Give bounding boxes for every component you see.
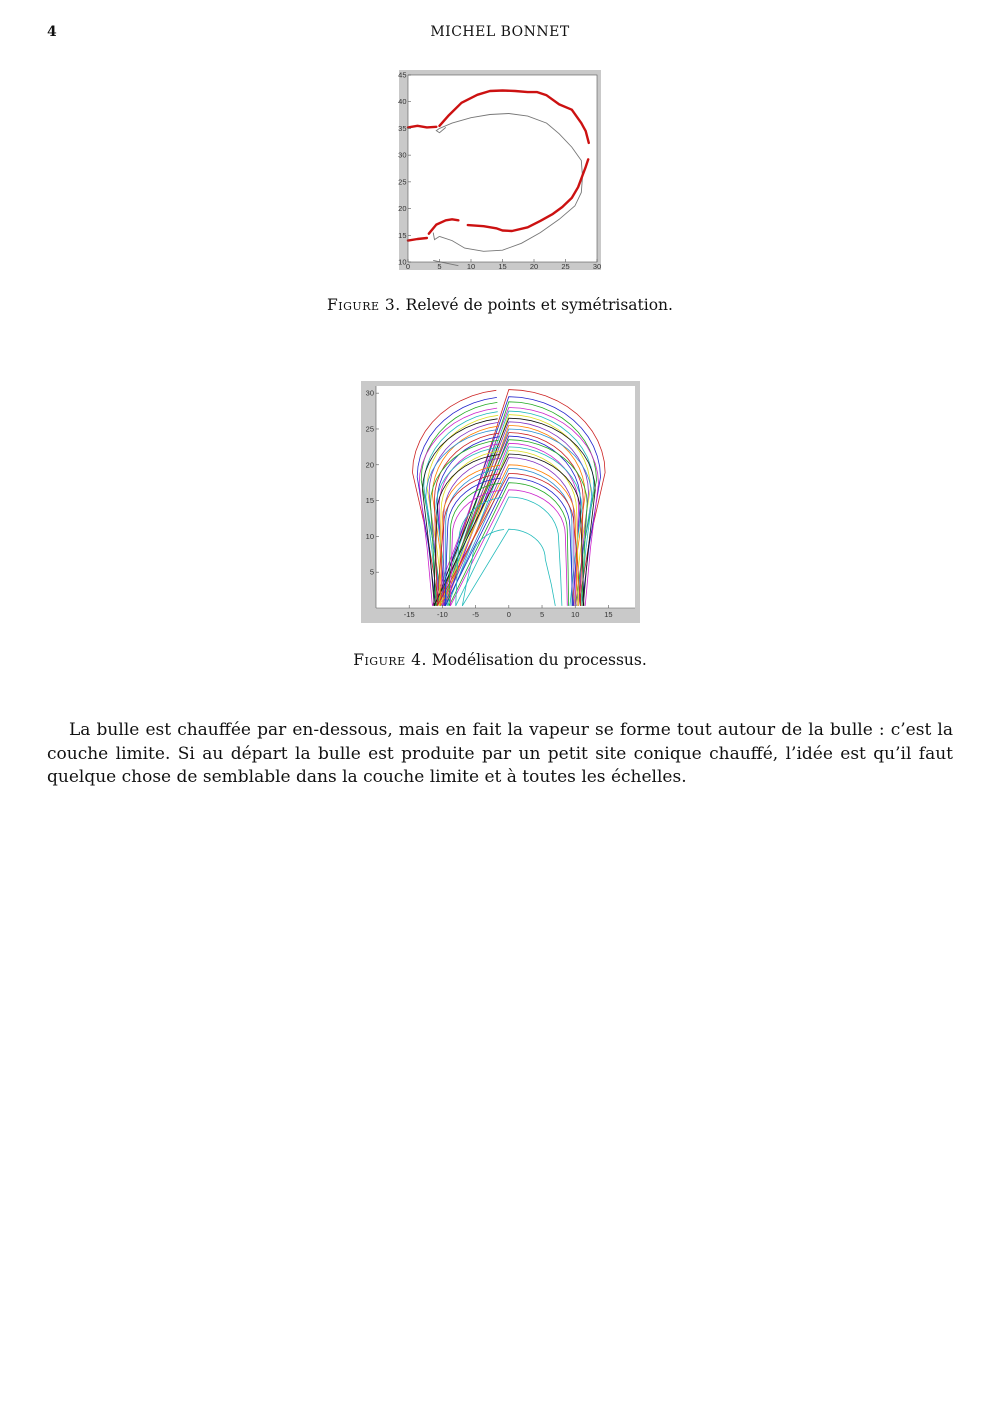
figure-4-y-tick-label: 25: [365, 424, 374, 434]
figure-3-y-tick-label: 45: [398, 70, 407, 80]
figure-3-plot-area: [408, 75, 597, 262]
figure-4: [361, 381, 640, 623]
figure-3-y-tick-label: 40: [398, 97, 407, 107]
figure-3-y-tick-label: 15: [398, 230, 407, 240]
figure-3-y-tick-label: 20: [398, 204, 407, 214]
figure-3-plot: [399, 70, 601, 270]
figure-4-caption-label: Figure 4.: [353, 651, 427, 669]
figure-4-x-tick-label: 10: [571, 610, 580, 619]
body-paragraph: La bulle est chauffée par en-dessous, mais en fait la vapeur se forme tout autour de la bulle : c’est la couche limite. Si au départ la bulle est produite par un petit site conique chauffé, l’idée est qu’il faut quelque chose de semblable dans la couche limite et à toutes les échelles.: [47, 720, 953, 787]
figure-3: [399, 70, 601, 270]
figure-4-caption-text: Modélisation du processus.: [431, 651, 647, 669]
figure-4-y-tick-label: 15: [365, 496, 374, 506]
figure-3-x-tick-label: 20: [529, 262, 539, 271]
figure-4-x-tick-label: 5: [539, 610, 545, 619]
figure-4-y-tick-label: 20: [365, 460, 374, 470]
figure-3-y-tick-label: 10: [398, 257, 407, 267]
figure-3-y-tick-label: 35: [398, 123, 407, 133]
figure-3-caption-text: Relevé de points et symétrisation.: [405, 296, 673, 314]
figure-4-x-tick-label: -15: [403, 610, 415, 619]
figure-3-caption: [0, 296, 1000, 314]
figure-3-y-tick-label: 25: [398, 177, 407, 187]
figure-4-x-tick-label: 0: [506, 610, 511, 619]
figure-4-x-tick-label: -5: [472, 610, 479, 619]
figure-3-x-tick-label: 25: [561, 262, 570, 271]
running-head: MICHEL BONNET: [430, 24, 570, 40]
figure-4-plot: [361, 381, 640, 623]
figure-4-caption: [0, 651, 1000, 669]
figure-4-y-tick-label: 5: [369, 567, 374, 577]
figure-3-y-tick-label: 30: [398, 150, 407, 160]
figure-4-y-tick-label: 10: [365, 531, 374, 541]
figure-4-x-tick-label: 15: [604, 610, 613, 619]
figure-3-x-tick-label: 10: [466, 262, 476, 271]
figure-3-x-tick-label: 5: [437, 262, 442, 271]
figure-3-x-tick-label: 0: [405, 262, 411, 271]
measured-segment-1: [408, 126, 436, 128]
figure-3-caption-label: Figure 3.: [327, 296, 401, 314]
figure-4-x-tick-label: -10: [436, 610, 448, 619]
figure-3-x-tick-label: 30: [592, 262, 602, 271]
figure-4-y-tick-label: 30: [365, 388, 374, 398]
page-number: 4: [47, 24, 57, 40]
figure-3-x-tick-label: 15: [498, 262, 507, 271]
